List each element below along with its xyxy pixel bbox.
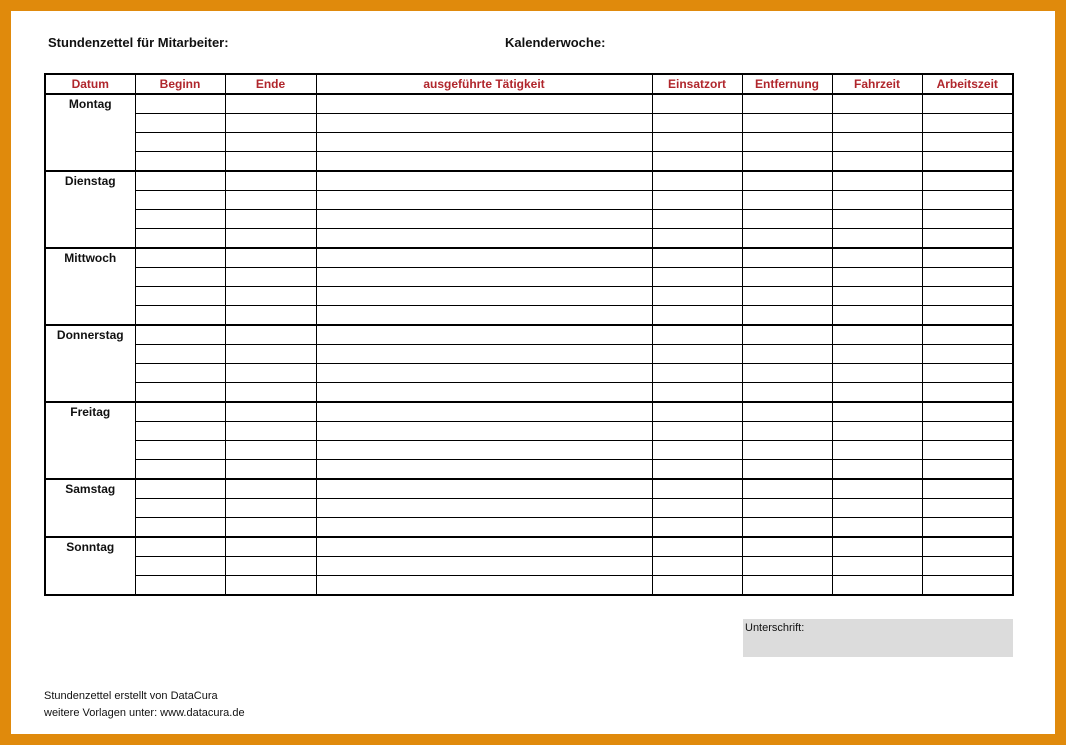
entry-cell[interactable] [135, 441, 225, 460]
entry-cell[interactable] [922, 94, 1013, 114]
entry-cell[interactable] [135, 479, 225, 499]
entry-cell[interactable] [135, 518, 225, 538]
entry-cell[interactable] [742, 460, 832, 480]
entry-cell[interactable] [316, 229, 652, 249]
column-header: Ende [225, 74, 316, 94]
entry-cell[interactable] [316, 133, 652, 152]
entry-cell[interactable] [135, 210, 225, 229]
day-label: Freitag [45, 402, 135, 479]
entry-cell[interactable] [652, 499, 742, 518]
entry-cell[interactable] [225, 171, 316, 191]
column-header: Beginn [135, 74, 225, 94]
entry-cell[interactable] [922, 306, 1013, 326]
entry-cell[interactable] [135, 268, 225, 287]
day-label: Donnerstag [45, 325, 135, 402]
entry-cell[interactable] [922, 248, 1013, 268]
entry-cell[interactable] [922, 422, 1013, 441]
entry-cell[interactable] [832, 537, 922, 557]
week-label: Kalenderwoche: [505, 35, 606, 50]
signature-field[interactable] [743, 619, 1013, 657]
entry-cell[interactable] [922, 171, 1013, 191]
entry-cell[interactable] [652, 133, 742, 152]
table-row [45, 441, 1013, 460]
table-row [45, 383, 1013, 403]
entry-cell[interactable] [922, 114, 1013, 133]
entry-cell[interactable] [652, 114, 742, 133]
entry-cell[interactable] [316, 152, 652, 172]
entry-cell[interactable] [742, 422, 832, 441]
entry-cell[interactable] [316, 268, 652, 287]
entry-cell[interactable] [742, 383, 832, 403]
entry-cell[interactable] [316, 499, 652, 518]
entry-cell[interactable] [742, 306, 832, 326]
table-row [45, 152, 1013, 172]
entry-cell[interactable] [742, 557, 832, 576]
entry-cell[interactable] [742, 133, 832, 152]
entry-cell[interactable] [316, 325, 652, 345]
entry-cell[interactable] [316, 94, 652, 114]
entry-cell[interactable] [652, 479, 742, 499]
entry-cell[interactable] [832, 345, 922, 364]
entry-cell[interactable] [832, 441, 922, 460]
table-row [45, 114, 1013, 133]
entry-cell[interactable] [316, 171, 652, 191]
entry-cell[interactable] [922, 479, 1013, 499]
entry-cell[interactable] [316, 248, 652, 268]
entry-cell[interactable] [316, 383, 652, 403]
entry-cell[interactable] [135, 499, 225, 518]
entry-cell[interactable] [832, 364, 922, 383]
entry-cell[interactable] [225, 576, 316, 596]
entry-cell[interactable] [832, 287, 922, 306]
entry-cell[interactable] [742, 402, 832, 422]
table-row [45, 248, 1013, 268]
entry-cell[interactable] [652, 191, 742, 210]
entry-cell[interactable] [652, 402, 742, 422]
entry-cell[interactable] [922, 402, 1013, 422]
entry-cell[interactable] [832, 191, 922, 210]
entry-cell[interactable] [922, 345, 1013, 364]
entry-cell[interactable] [922, 460, 1013, 480]
entry-cell[interactable] [652, 268, 742, 287]
entry-cell[interactable] [652, 422, 742, 441]
entry-cell[interactable] [652, 210, 742, 229]
column-header: Entfernung [742, 74, 832, 94]
entry-cell[interactable] [135, 306, 225, 326]
entry-cell[interactable] [225, 152, 316, 172]
entry-cell[interactable] [742, 248, 832, 268]
table-row [45, 287, 1013, 306]
entry-cell[interactable] [135, 383, 225, 403]
entry-cell[interactable] [832, 152, 922, 172]
entry-cell[interactable] [652, 325, 742, 345]
entry-cell[interactable] [316, 364, 652, 383]
entry-cell[interactable] [135, 576, 225, 596]
table-row [45, 460, 1013, 480]
entry-cell[interactable] [225, 325, 316, 345]
entry-cell[interactable] [832, 499, 922, 518]
column-header: ausgeführte Tätigkeit [316, 74, 652, 94]
entry-cell[interactable] [922, 152, 1013, 172]
entry-cell[interactable] [135, 325, 225, 345]
entry-cell[interactable] [225, 402, 316, 422]
entry-cell[interactable] [135, 229, 225, 249]
day-label: Montag [45, 94, 135, 171]
entry-cell[interactable] [316, 576, 652, 596]
entry-cell[interactable] [922, 133, 1013, 152]
table-row [45, 499, 1013, 518]
entry-cell[interactable] [742, 171, 832, 191]
entry-cell[interactable] [832, 402, 922, 422]
entry-cell[interactable] [316, 460, 652, 480]
table-row [45, 422, 1013, 441]
entry-cell[interactable] [922, 441, 1013, 460]
entry-cell[interactable] [316, 402, 652, 422]
entry-cell[interactable] [922, 499, 1013, 518]
entry-cell[interactable] [652, 576, 742, 596]
entry-cell[interactable] [135, 171, 225, 191]
entry-cell[interactable] [832, 422, 922, 441]
entry-cell[interactable] [742, 576, 832, 596]
entry-cell[interactable] [225, 94, 316, 114]
entry-cell[interactable] [316, 114, 652, 133]
entry-cell[interactable] [225, 210, 316, 229]
entry-cell[interactable] [922, 325, 1013, 345]
entry-cell[interactable] [652, 171, 742, 191]
entry-cell[interactable] [832, 576, 922, 596]
entry-cell[interactable] [135, 537, 225, 557]
entry-cell[interactable] [135, 94, 225, 114]
entry-cell[interactable] [225, 287, 316, 306]
entry-cell[interactable] [742, 364, 832, 383]
entry-cell[interactable] [742, 114, 832, 133]
entry-cell[interactable] [316, 345, 652, 364]
table-row [45, 133, 1013, 152]
table-row [45, 229, 1013, 249]
column-header-row [45, 74, 1013, 94]
entry-cell[interactable] [832, 171, 922, 191]
table-row [45, 210, 1013, 229]
entry-cell[interactable] [832, 479, 922, 499]
entry-cell[interactable] [225, 191, 316, 210]
timesheet-page [11, 11, 1055, 734]
entry-cell[interactable] [135, 460, 225, 480]
entry-cell[interactable] [225, 422, 316, 441]
table-row [45, 191, 1013, 210]
entry-cell[interactable] [225, 114, 316, 133]
entry-cell[interactable] [832, 133, 922, 152]
entry-cell[interactable] [922, 229, 1013, 249]
entry-cell[interactable] [922, 518, 1013, 538]
table-row [45, 518, 1013, 538]
footer-credit: Stundenzettel erstellt von DataCura [44, 690, 218, 702]
employee-label: Stundenzettel für Mitarbeiter: [48, 35, 229, 50]
entry-cell[interactable] [225, 345, 316, 364]
entry-cell[interactable] [652, 364, 742, 383]
entry-cell[interactable] [922, 383, 1013, 403]
entry-cell[interactable] [742, 441, 832, 460]
table-row [45, 306, 1013, 326]
entry-cell[interactable] [316, 479, 652, 499]
signature-label: Unterschrift: [745, 622, 805, 634]
day-label: Mittwoch [45, 248, 135, 325]
entry-cell[interactable] [832, 248, 922, 268]
entry-cell[interactable] [652, 152, 742, 172]
entry-cell[interactable] [652, 94, 742, 114]
entry-cell[interactable] [135, 402, 225, 422]
entry-cell[interactable] [225, 248, 316, 268]
entry-cell[interactable] [225, 306, 316, 326]
entry-cell[interactable] [135, 557, 225, 576]
entry-cell[interactable] [742, 479, 832, 499]
entry-cell[interactable] [316, 287, 652, 306]
entry-cell[interactable] [832, 383, 922, 403]
column-header: Fahrzeit [832, 74, 922, 94]
table-row [45, 268, 1013, 287]
entry-cell[interactable] [742, 518, 832, 538]
entry-cell[interactable] [652, 460, 742, 480]
entry-cell[interactable] [922, 364, 1013, 383]
entry-cell[interactable] [225, 268, 316, 287]
day-label: Samstag [45, 479, 135, 537]
table-row [45, 325, 1013, 345]
entry-cell[interactable] [742, 268, 832, 287]
entry-cell[interactable] [225, 479, 316, 499]
column-header: Einsatzort [652, 74, 742, 94]
entry-cell[interactable] [225, 557, 316, 576]
entry-cell[interactable] [742, 94, 832, 114]
entry-cell[interactable] [832, 518, 922, 538]
entry-cell[interactable] [922, 557, 1013, 576]
entry-cell[interactable] [742, 537, 832, 557]
entry-cell[interactable] [832, 460, 922, 480]
entry-cell[interactable] [135, 114, 225, 133]
entry-cell[interactable] [742, 210, 832, 229]
entry-cell[interactable] [832, 306, 922, 326]
column-header: Arbeitszeit [922, 74, 1013, 94]
entry-cell[interactable] [832, 229, 922, 249]
entry-cell[interactable] [135, 345, 225, 364]
table-row [45, 537, 1013, 557]
entry-cell[interactable] [316, 441, 652, 460]
entry-cell[interactable] [225, 364, 316, 383]
table-row [45, 364, 1013, 383]
table-row [45, 171, 1013, 191]
entry-cell[interactable] [832, 268, 922, 287]
timesheet-table [44, 73, 1014, 596]
entry-cell[interactable] [135, 422, 225, 441]
column-header: Datum [45, 74, 135, 94]
entry-cell[interactable] [742, 499, 832, 518]
entry-cell[interactable] [135, 287, 225, 306]
table-row [45, 479, 1013, 499]
entry-cell[interactable] [742, 152, 832, 172]
entry-cell[interactable] [225, 518, 316, 538]
entry-cell[interactable] [922, 191, 1013, 210]
entry-cell[interactable] [652, 557, 742, 576]
entry-cell[interactable] [316, 306, 652, 326]
entry-cell[interactable] [135, 133, 225, 152]
entry-cell[interactable] [135, 191, 225, 210]
entry-cell[interactable] [652, 383, 742, 403]
entry-cell[interactable] [652, 537, 742, 557]
day-label: Sonntag [45, 537, 135, 595]
entry-cell[interactable] [316, 518, 652, 538]
entry-cell[interactable] [652, 345, 742, 364]
table-row [45, 557, 1013, 576]
footer-more-templates: weitere Vorlagen unter: www.datacura.de [44, 707, 245, 719]
entry-cell[interactable] [316, 557, 652, 576]
entry-cell[interactable] [832, 210, 922, 229]
entry-cell[interactable] [652, 306, 742, 326]
entry-cell[interactable] [832, 114, 922, 133]
entry-cell[interactable] [922, 210, 1013, 229]
entry-cell[interactable] [832, 325, 922, 345]
entry-cell[interactable] [225, 383, 316, 403]
entry-cell[interactable] [922, 537, 1013, 557]
entry-cell[interactable] [742, 191, 832, 210]
entry-cell[interactable] [742, 229, 832, 249]
entry-cell[interactable] [225, 460, 316, 480]
table-row [45, 94, 1013, 114]
entry-cell[interactable] [225, 133, 316, 152]
entry-cell[interactable] [225, 499, 316, 518]
entry-cell[interactable] [742, 325, 832, 345]
entry-cell[interactable] [135, 364, 225, 383]
table-row [45, 576, 1013, 596]
entry-cell[interactable] [652, 229, 742, 249]
entry-cell[interactable] [316, 422, 652, 441]
table-row [45, 402, 1013, 422]
entry-cell[interactable] [225, 537, 316, 557]
entry-cell[interactable] [652, 287, 742, 306]
entry-cell[interactable] [652, 248, 742, 268]
entry-cell[interactable] [652, 441, 742, 460]
entry-cell[interactable] [832, 557, 922, 576]
entry-cell[interactable] [225, 441, 316, 460]
entry-cell[interactable] [135, 152, 225, 172]
entry-cell[interactable] [742, 287, 832, 306]
entry-cell[interactable] [652, 518, 742, 538]
entry-cell[interactable] [922, 287, 1013, 306]
entry-cell[interactable] [316, 210, 652, 229]
entry-cell[interactable] [922, 268, 1013, 287]
entry-cell[interactable] [135, 248, 225, 268]
day-label: Dienstag [45, 171, 135, 248]
table-row [45, 345, 1013, 364]
entry-cell[interactable] [832, 94, 922, 114]
entry-cell[interactable] [922, 576, 1013, 596]
entry-cell[interactable] [316, 191, 652, 210]
entry-cell[interactable] [742, 345, 832, 364]
entry-cell[interactable] [225, 229, 316, 249]
entry-cell[interactable] [316, 537, 652, 557]
